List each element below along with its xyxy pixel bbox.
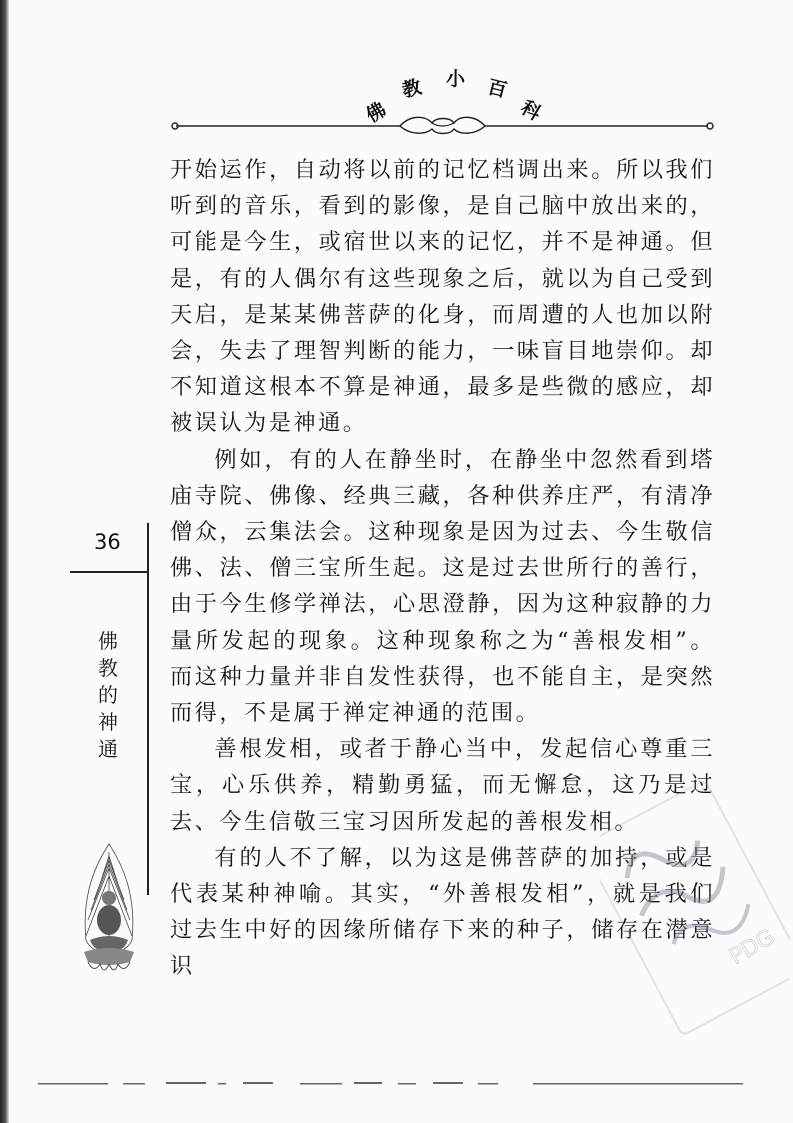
text-line: 失去了理智判断的能力，一味盲目地崇仰。却不知 <box>170 338 716 401</box>
chapter-char: 的 <box>98 683 118 707</box>
chapter-title-vertical <box>96 628 120 763</box>
footer-scan-noise <box>38 1080 758 1088</box>
text-line: 善根发相，或者于静心当中，发起信心尊重三 <box>214 736 715 763</box>
text-line: 听到的音乐，看到的影像，是自己脑中放出来的，可 <box>170 193 715 256</box>
text-line: 宝，心乐供养，精勤勇猛，而无懈怠，这乃是过去、今 <box>170 772 715 835</box>
text-line: 认为是神通。 <box>219 410 368 437</box>
text-line: 属于禅定神通的范围。 <box>293 700 541 727</box>
header-char: 百 <box>485 75 510 102</box>
library-watermark-stamp <box>600 780 790 1040</box>
text-line: 寺院、佛像、经典三藏，各种供养庄严，有清净僧众， <box>170 482 716 546</box>
buddha-figure-icon <box>74 840 144 980</box>
text-line: 僧三宝所生起。这是过去世所行的善行，由于今生 <box>170 555 716 618</box>
paragraph-2 <box>170 442 715 732</box>
header-ornament-rule <box>170 113 715 137</box>
text-line: 启，是某某佛菩萨的化身，而周遭的人也加以附会， <box>170 301 716 365</box>
text-line: 道这根本不算是神通，最多是些微的感应，却被误 <box>170 374 716 437</box>
chapter-char: 神 <box>98 710 118 734</box>
text-line: 的现象。这种现象称之为“善根发相”。而这种力 <box>170 627 716 690</box>
side-divider-horizontal <box>70 571 148 573</box>
header-char: 佛 <box>362 98 390 128</box>
chapter-char: 通 <box>98 737 118 761</box>
text-line: 有的人偶尔有这些现象之后，就以为自己受到天 <box>170 265 716 328</box>
side-divider-vertical <box>147 523 149 895</box>
chapter-char: 佛 <box>98 629 118 653</box>
text-line: 量并非自发性获得，也不能自主，是突然而得，不是 <box>170 663 716 727</box>
text-line: 有的人不了解，以为这是佛菩萨的加持，或是代 <box>170 844 715 908</box>
header-char: 科 <box>517 96 545 126</box>
text-line: 能是今生，或宿世以来的记忆，并不是神通。但是， <box>170 229 716 292</box>
chapter-char: 教 <box>98 656 118 680</box>
header-char: 小 <box>446 68 466 90</box>
text-line: 生中好的因缘所储存下来的种子，储存在潜意识 <box>170 917 716 980</box>
text-line: 修学禅法，心思澄静，因为这种寂静的力量所发起 <box>170 591 716 654</box>
text-line: 表某种神喻。其实，“外善根发相”，就是我们过去 <box>170 881 716 944</box>
text-line: 例如，有的人在静坐时，在静坐中忽然看到塔庙 <box>170 446 715 509</box>
page-number: 36 <box>94 530 121 554</box>
text-line: 生信敬三宝习因所发起的善根发相。 <box>244 808 640 835</box>
paragraph-1 <box>170 152 715 442</box>
header-char: 教 <box>399 75 424 102</box>
page-edge <box>0 0 9 1123</box>
text-line: 开始运作，自动将以前的记忆档调出来。所以我们 <box>170 157 715 183</box>
text-line: 云集法会。这种现象是因为过去、今生敬信佛、法、 <box>170 519 716 582</box>
watermark-text: PDG <box>725 924 779 971</box>
